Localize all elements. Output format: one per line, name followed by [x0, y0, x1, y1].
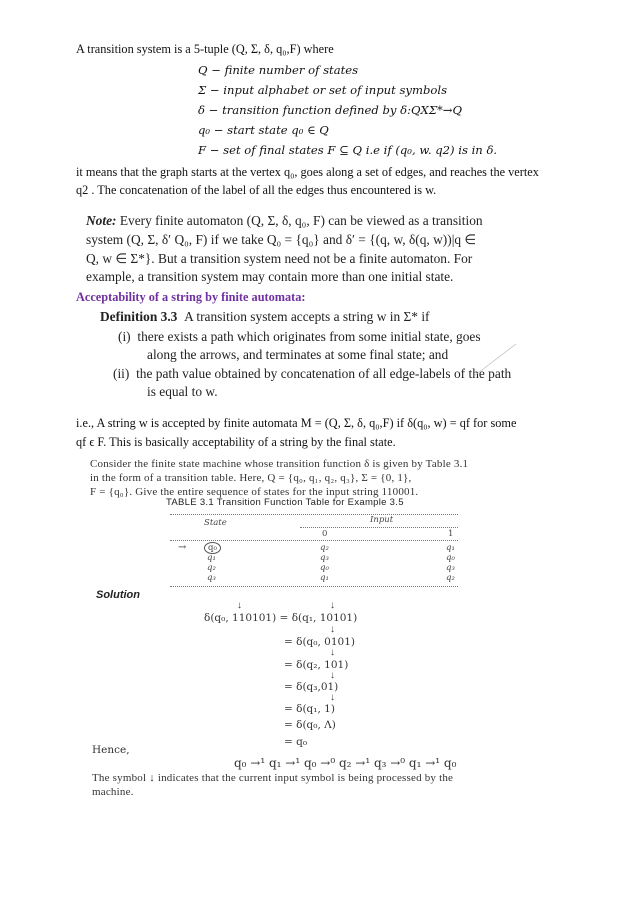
intro-paragraph-line2: q2 . The concatenation of the label of all the edges thus encountered is w. [76, 183, 437, 197]
table-rule-top [170, 514, 458, 515]
example-line3: F = {q₀}. Give the entire sequence of states for the input string 110001. [90, 486, 419, 498]
table-rule-header [170, 540, 458, 541]
derivation-step-6: = δ(q₀, Λ) [284, 719, 336, 731]
header-state: State [204, 518, 227, 528]
intro-paragraph-line1: it means that the graph starts at the vertex q₀, goes along a set of edges, and reaches the vertex [76, 165, 539, 179]
condition-i-label: (i) [118, 329, 131, 344]
derivation-step-5: = δ(q₁, 1) [284, 703, 335, 715]
section-heading: Acceptability of a string by finite automata: [76, 290, 306, 304]
definition-label: Definition 3.3 [100, 309, 178, 324]
table-title: TABLE 3.1 Transition Function Table for Example 3.5 [166, 497, 404, 508]
table-rule-bottom [170, 586, 458, 587]
down-arrow: ↓ [330, 692, 335, 703]
solution-label: Solution [96, 589, 140, 601]
down-arrow: ↓ [330, 670, 335, 681]
down-arrow: ↓ [330, 647, 335, 658]
ie-line1: i.e., A string w is accepted by finite automata M = (Q, Σ, δ, q₀,F) if δ(q₀, w) = qf for some [76, 416, 517, 430]
symbol-note-line1: The symbol ↓ indicates that the current input symbol is being processed by the [92, 772, 454, 784]
down-arrow: ↓ [330, 600, 335, 611]
derivation-rhs: δ(q₁, 10101) [291, 612, 358, 624]
down-arrow: ↓ [237, 600, 242, 611]
ie-line2: qf ϵ F. This is basically acceptability of a string by the final state. [76, 435, 396, 449]
table-rule-input [300, 527, 458, 528]
example-line1: Consider the finite state machine whose transition function δ is given by Table 3.1 [90, 458, 469, 470]
def-item-sigma: Σ − input alphabet or set of input symbols [198, 83, 448, 97]
row-state: q₁ [207, 553, 216, 563]
derivation-step-2: = δ(q₀, 0101) [284, 636, 355, 648]
col-header-1: 1 [448, 529, 454, 539]
condition-i-line1 [118, 329, 481, 345]
derivation-step-7: = q₀ [284, 736, 308, 748]
cell-q0-1: q₁ [446, 543, 455, 553]
row-state: q₃ [207, 573, 216, 583]
symbol-note-line2: machine. [92, 786, 134, 798]
note-line2: system (Q, Σ, δ′ Q₀, F) if we take Q₀ = {q₀} and δ′ = {(q, w, δ(q, w))|q ∈ [86, 232, 477, 247]
derivation-step-4: = δ(q₃,01) [284, 681, 339, 693]
cell-q1-0: q₃ [320, 553, 329, 563]
def-item-f: F − set of final states F ⊆ Q i.e if (q₀, w. q2) is in δ. [198, 143, 498, 157]
example-line2: in the form of a transition table. Here, Q = {q₀, q₁, q₂, q₃}, Σ = {0, 1}, [90, 472, 412, 484]
hence-label: Hence, [92, 744, 130, 756]
state-sequence: q₀ →¹ q₁ →¹ q₀ →⁰ q₂ →¹ q₃ →⁰ q₁ →¹ q₀ [234, 756, 457, 770]
derivation-step-1 [204, 612, 357, 624]
row-state: q₂ [207, 563, 216, 573]
def-item-q: Q − finite number of states [198, 63, 359, 77]
cell-q2-0: q₀ [320, 563, 329, 573]
final-state-circle: q₀ [204, 542, 221, 554]
header-input: Input [370, 515, 394, 525]
note-label: Note: [86, 213, 117, 228]
derivation-lhs: δ(q₀, 110101) = [204, 612, 289, 624]
note-line1 [86, 213, 483, 229]
down-arrow: ↓ [330, 624, 335, 635]
cell-q2-1: q₃ [446, 563, 455, 573]
definition-line [100, 309, 430, 325]
condition-ii-text: the path value obtained by concatenation of all edge-labels of the path [136, 366, 512, 381]
note-line3: Q, w ∈ Σ*}. But a transition system need not be a finite automaton. For [86, 251, 473, 266]
condition-ii-line2: is equal to w. [147, 384, 218, 399]
derivation-step-3: = δ(q₂, 101) [284, 659, 349, 671]
cell-q3-1: q₂ [446, 573, 455, 583]
cell-q1-1: q₀ [446, 553, 455, 563]
note-line4: example, a transition system may contain more than one initial state. [86, 269, 454, 284]
intro-line: A transition system is a 5-tuple (Q, Σ, δ, q₀,F) where [76, 42, 334, 56]
definition-text: A transition system accepts a string w in Σ* if [184, 309, 430, 324]
def-item-q0: q₀ − start state q₀ ∈ Q [198, 123, 329, 137]
def-item-delta: δ − transition function defined by δ:QXΣ*→Q [198, 103, 462, 117]
initial-state-arrow: → [178, 542, 187, 553]
col-header-0: 0 [322, 529, 328, 539]
condition-ii-line1 [113, 366, 511, 382]
note-text1: Every finite automaton (Q, Σ, δ, q₀, F) can be viewed as a transition [116, 213, 483, 228]
condition-i-line2: along the arrows, and terminates at some final state; and [147, 347, 449, 362]
cell-q3-0: q₁ [320, 573, 329, 583]
condition-ii-label: (ii) [113, 366, 130, 381]
condition-i-text: there exists a path which originates from some initial state, goes [137, 329, 481, 344]
pencil-mark [470, 340, 520, 380]
cell-q0-0: q₂ [320, 543, 329, 553]
